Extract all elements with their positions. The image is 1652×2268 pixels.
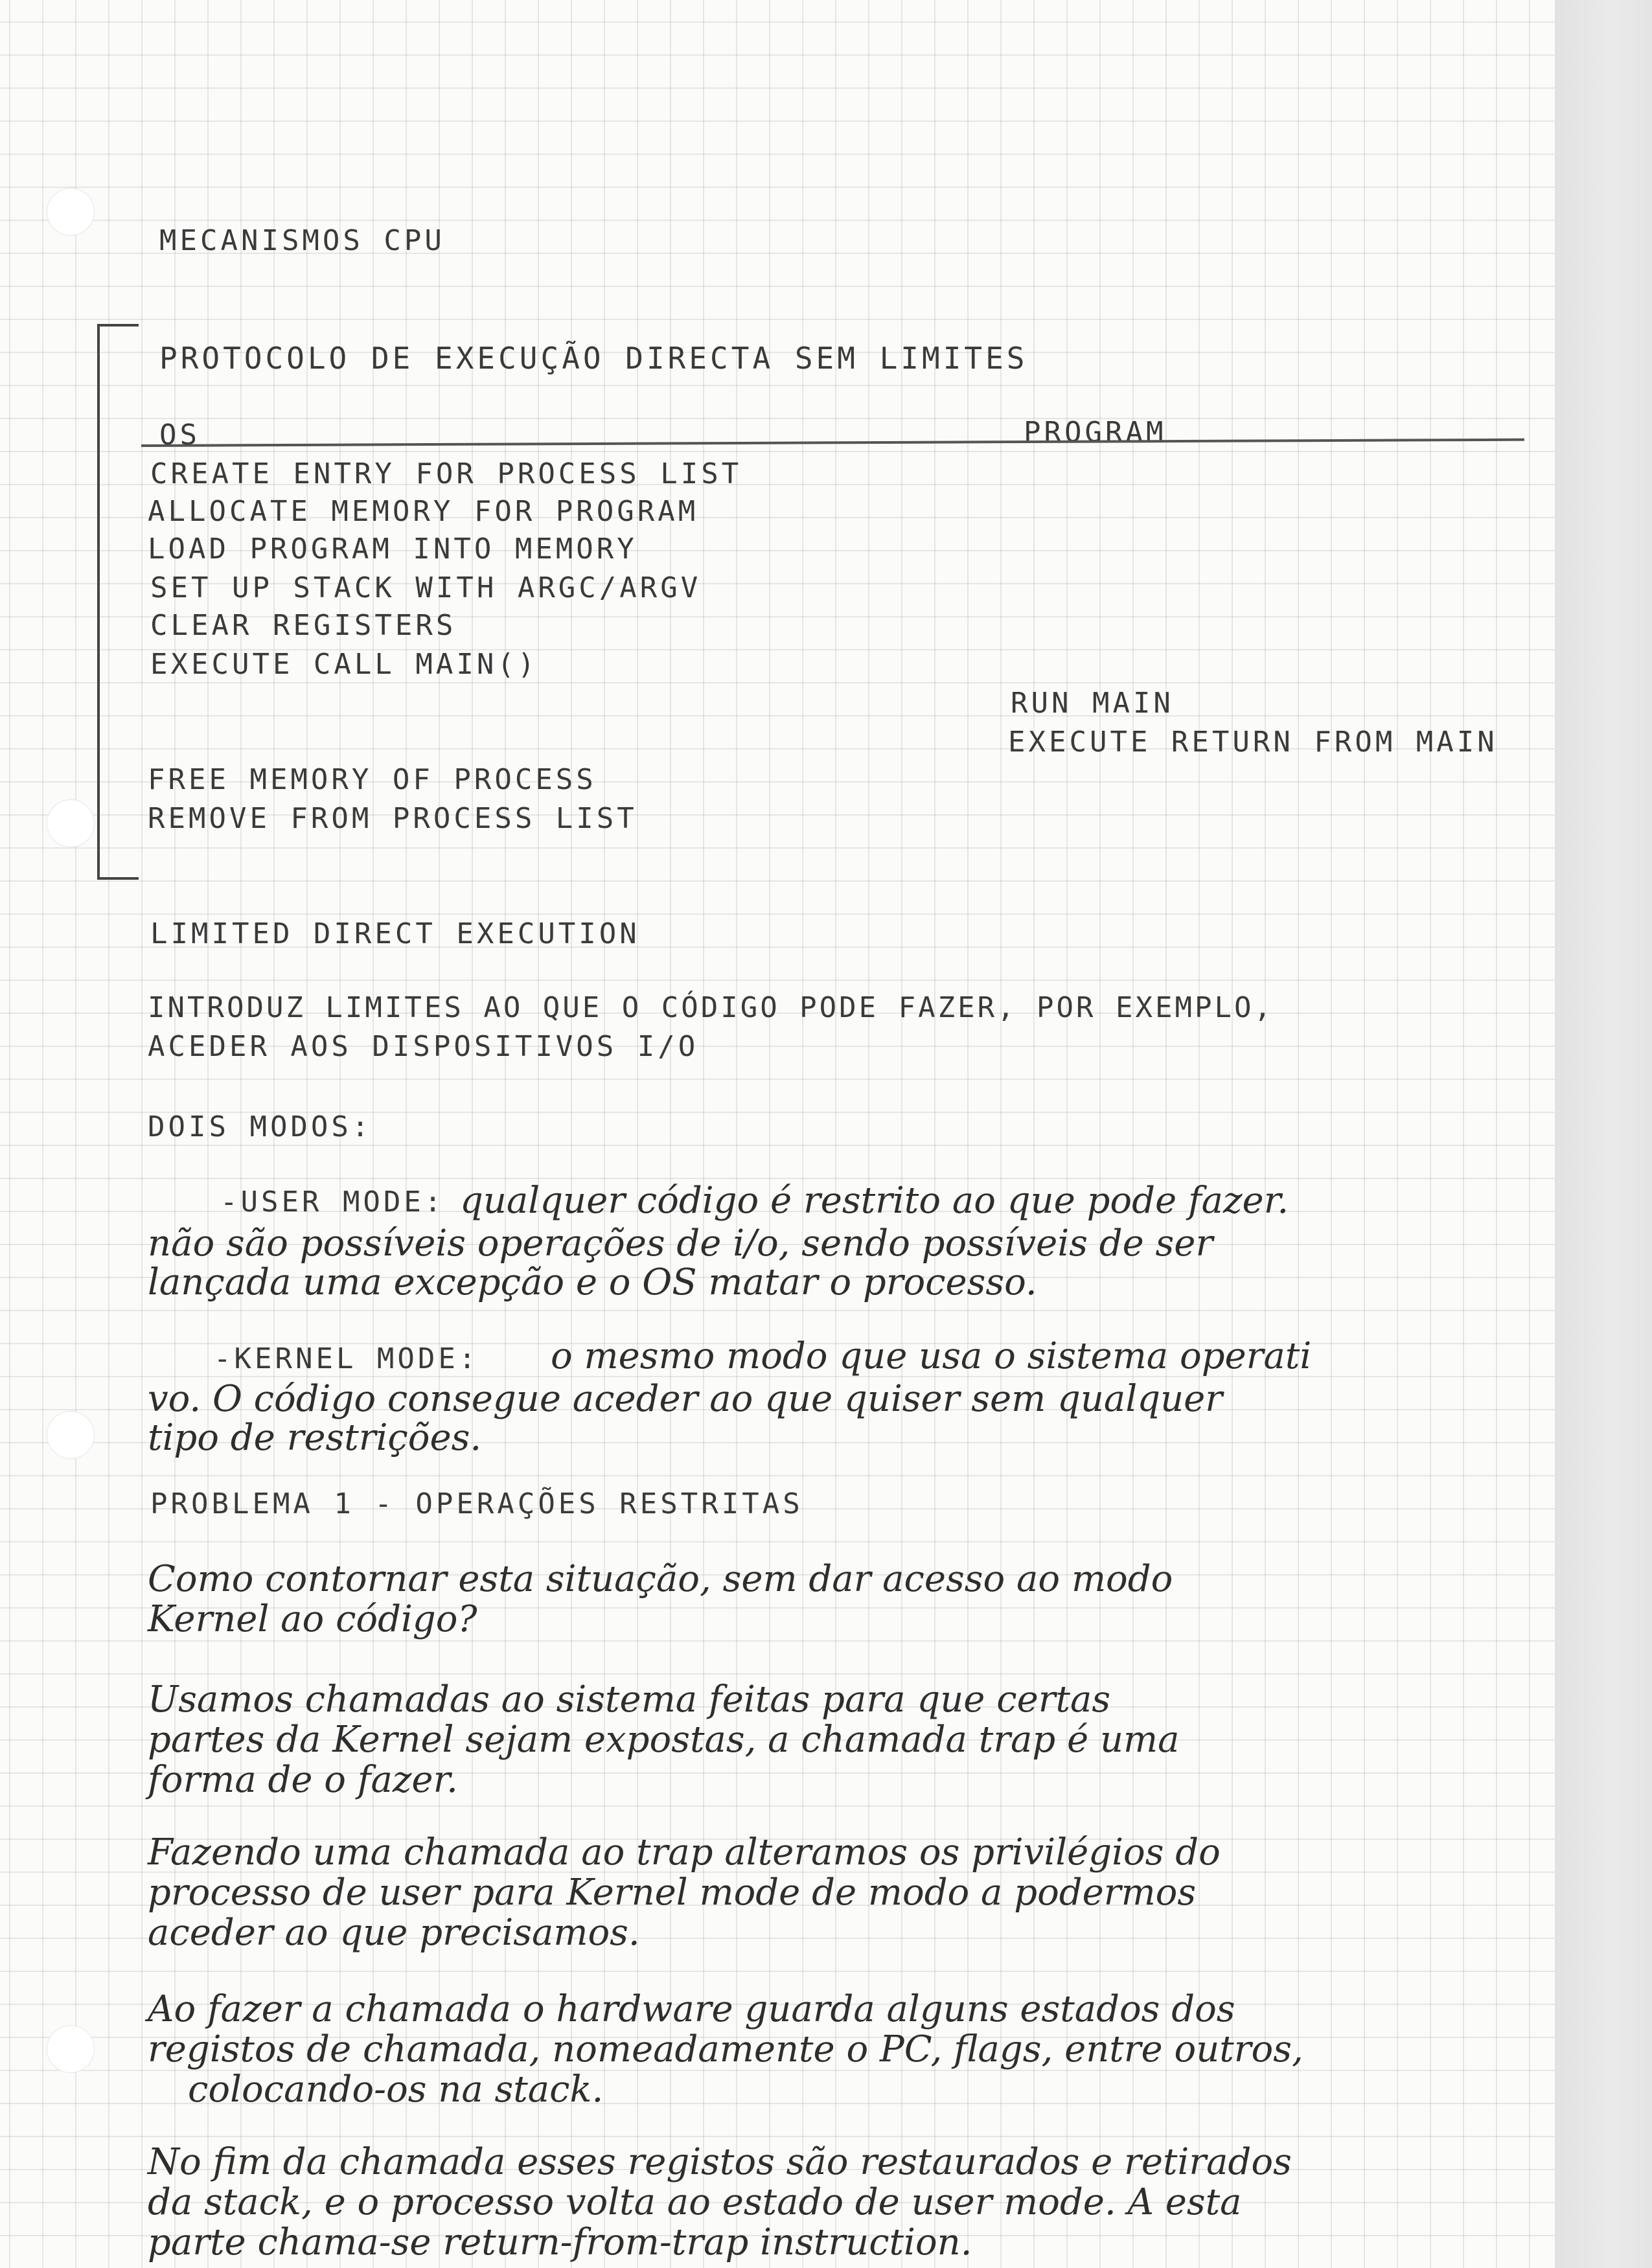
os-step: ALLOCATE MEMORY FOR PROGRAM xyxy=(148,495,699,528)
os-step: CREATE ENTRY FOR PROCESS LIST xyxy=(150,457,742,490)
protocol-bracket xyxy=(97,324,139,880)
kernel-mode-label: -KERNEL MODE: xyxy=(214,1342,479,1375)
problem1-paragraph-line: processo de user para Kernel mode de modo a podermos xyxy=(148,1872,1197,1914)
binder-hole xyxy=(47,1411,95,1459)
os-step: EXECUTE CALL MAIN() xyxy=(150,648,538,681)
binder-hole xyxy=(47,799,95,847)
kernel-mode-text: tipo de restrições. xyxy=(148,1417,482,1459)
problem1-paragraph-line: colocando-os na stack. xyxy=(188,2068,604,2111)
lde-intro-line: ACEDER AOS DISPOSITIVOS I/O xyxy=(148,1030,699,1063)
problem1-paragraph-line: registos de chamada, nomeadamente o PC, flags, entre outros, xyxy=(148,2028,1303,2070)
lde-intro-line: INTRODUZ LIMITES AO QUE O CÓDIGO PODE FAZER, POR EXEMPLO, xyxy=(148,991,1274,1024)
modes-title: DOIS MODOS: xyxy=(148,1110,373,1143)
kernel-mode-text: vo. O código consegue aceder ao que quiser sem qualquer xyxy=(148,1378,1223,1420)
user-mode-text: lançada uma excepção e o OS matar o processo. xyxy=(148,1261,1037,1303)
os-step: LOAD PROGRAM INTO MEMORY xyxy=(148,533,637,566)
os-step: CLEAR REGISTERS xyxy=(150,609,457,642)
problem1-paragraph-line: forma de o fazer. xyxy=(148,1759,458,1801)
problem1-paragraph-line: Usamos chamadas ao sistema feitas para que certas xyxy=(148,1678,1111,1721)
problem1-paragraph-line: da stack, e o processo volta ao estado de user mode. A esta xyxy=(148,2181,1242,2223)
problem1-paragraph-line: aceder ao que precisamos. xyxy=(148,1912,640,1954)
binder-hole xyxy=(47,2025,95,2073)
page-heading: MECANISMOS CPU xyxy=(159,224,445,257)
column-divider-line xyxy=(141,439,1524,447)
problem1-paragraph-line: No fim da chamada esses registos são restaurados e retirados xyxy=(148,2141,1292,2183)
program-step: EXECUTE RETURN FROM MAIN xyxy=(1008,726,1498,759)
user-mode-text: qualquer código é restrito ao que pode fazer. xyxy=(460,1180,1289,1222)
binder-hole xyxy=(47,188,95,236)
column-header-os: OS xyxy=(159,418,200,452)
problem1-title: PROBLEMA 1 - OPERAÇÕES RESTRITAS xyxy=(150,1487,803,1520)
user-mode-label: -USER MODE: xyxy=(220,1186,445,1219)
problem1-paragraph-line: parte chama-se return-from-trap instruction. xyxy=(148,2221,972,2263)
problem1-paragraph-line: Ao fazer a chamada o hardware guarda alguns estados dos xyxy=(148,1988,1235,2030)
column-header-program: PROGRAM xyxy=(1024,416,1167,449)
protocol-title: PROTOCOLO DE EXECUÇÃO DIRECTA SEM LIMITES xyxy=(159,341,1028,376)
page-edge-strip xyxy=(1555,0,1652,2268)
lde-title: LIMITED DIRECT EXECUTION xyxy=(150,917,640,950)
program-step: RUN MAIN xyxy=(1011,687,1174,720)
os-final-step: FREE MEMORY OF PROCESS xyxy=(148,763,597,796)
problem1-paragraph-line: Kernel ao código? xyxy=(148,1598,477,1640)
os-step: SET UP STACK WITH ARGC/ARGV xyxy=(150,571,702,604)
problem1-paragraph-line: partes da Kernel sejam expostas, a chamada trap é uma xyxy=(148,1719,1180,1761)
user-mode-text: não são possíveis operações de i/o, sendo possíveis de ser xyxy=(148,1222,1213,1265)
problem1-paragraph-line: Como contornar esta situação, sem dar acesso ao modo xyxy=(148,1558,1173,1600)
problem1-paragraph-line: Fazendo uma chamada ao trap alteramos os privilégios do xyxy=(148,1831,1221,1873)
os-final-step: REMOVE FROM PROCESS LIST xyxy=(148,802,637,835)
kernel-mode-text: o mesmo modo que usa o sistema operati xyxy=(551,1335,1312,1377)
